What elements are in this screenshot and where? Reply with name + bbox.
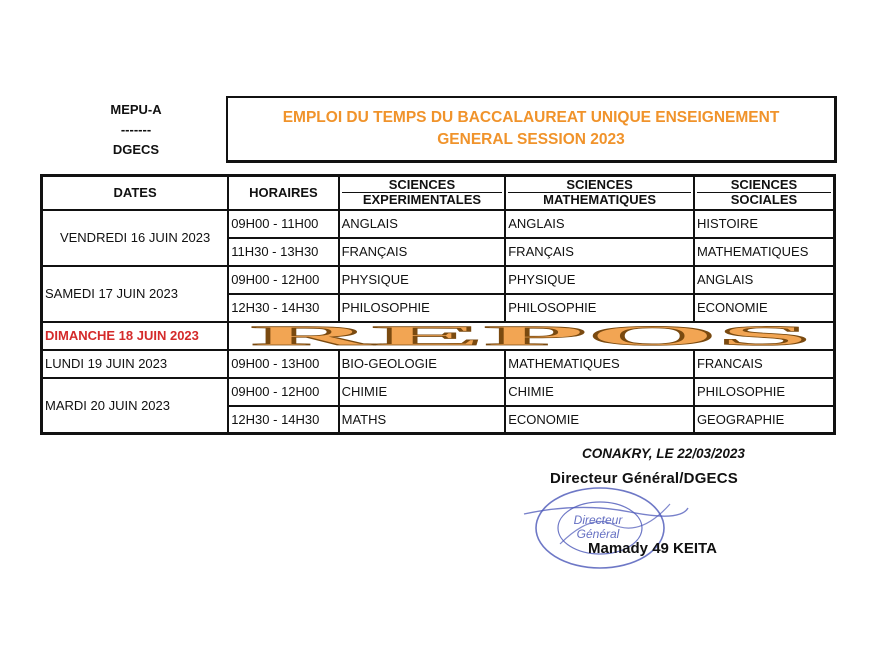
- schedule-table: [40, 174, 836, 435]
- subject-math: CHIMIE: [505, 378, 694, 406]
- date-cell: SAMEDI 17 JUIN 2023: [42, 266, 229, 322]
- time-cell: 11H30 - 13H30: [228, 238, 338, 266]
- subject-exp: PHILOSOPHIE: [339, 294, 506, 322]
- subject-soc: ANGLAIS: [694, 266, 835, 294]
- header-sciences-sociales: [694, 176, 835, 210]
- time-cell: 12H30 - 14H30: [228, 406, 338, 434]
- header-soc-line2: SOCIALES: [730, 192, 798, 208]
- subject-soc: FRANCAIS: [694, 350, 835, 378]
- org-line-dgecs: DGECS: [112, 142, 160, 157]
- header-sciences-experimentales: [339, 176, 506, 210]
- place-and-date: CONAKRY, LE 22/03/2023: [582, 446, 745, 461]
- subject-exp: MATHS: [339, 406, 506, 434]
- date-cell: LUNDI 19 JUIN 2023: [42, 350, 229, 378]
- signatory-title: Directeur Général/DGECS: [550, 470, 738, 487]
- header-dates: DATES: [42, 176, 229, 210]
- stamp-text-line1: Directeur: [573, 513, 623, 527]
- subject-math: PHYSIQUE: [505, 266, 694, 294]
- subject-exp: BIO-GEOLOGIE: [339, 350, 506, 378]
- header-soc-line1: SCIENCES: [697, 178, 831, 193]
- header-exp-line1: SCIENCES: [342, 178, 503, 193]
- time-cell: 09H00 - 11H00: [228, 210, 338, 238]
- subject-exp: CHIMIE: [339, 378, 506, 406]
- subject-math: FRANÇAIS: [505, 238, 694, 266]
- table-row: [42, 210, 835, 238]
- subject-math: ECONOMIE: [505, 406, 694, 434]
- time-cell: 09H00 - 12H00: [228, 266, 338, 294]
- organization-block: [96, 100, 176, 160]
- subject-exp: ANGLAIS: [339, 210, 506, 238]
- subject-exp: PHYSIQUE: [339, 266, 506, 294]
- header-exp-line2: EXPERIMENTALES: [362, 192, 482, 208]
- repos-text: REPOS: [251, 323, 812, 348]
- subject-math: MATHEMATIQUES: [505, 350, 694, 378]
- subject-soc: PHILOSOPHIE: [694, 378, 835, 406]
- time-cell: 09H00 - 12H00: [228, 378, 338, 406]
- header-horaires: HORAIRES: [228, 176, 338, 210]
- org-line-mepu: MEPU-A: [110, 102, 162, 117]
- header-sciences-mathematiques: [505, 176, 694, 210]
- table-header-row: [42, 176, 835, 210]
- subject-math: ANGLAIS: [505, 210, 694, 238]
- table-row: [42, 350, 835, 378]
- document-title: EMPLOI DU TEMPS DU BACCALAUREAT UNIQUE ENSEIGNEMENT GENERAL SESSION 2023: [282, 109, 780, 148]
- header-math-line2: MATHEMATIQUES: [543, 192, 657, 208]
- subject-math: PHILOSOPHIE: [505, 294, 694, 322]
- signatory-name: Mamady 49 KEITA: [588, 540, 717, 557]
- time-cell: 12H30 - 14H30: [228, 294, 338, 322]
- header-math-line1: SCIENCES: [508, 178, 691, 193]
- date-cell: VENDREDI 16 JUIN 2023: [42, 210, 229, 266]
- table-row: [42, 378, 835, 406]
- table-row: [42, 266, 835, 294]
- official-stamp: [520, 484, 690, 579]
- repos-banner: [228, 322, 834, 350]
- subject-exp: FRANÇAIS: [339, 238, 506, 266]
- stamp-text-line2: Général: [576, 527, 620, 541]
- title-box: [226, 96, 837, 163]
- org-separator: -------: [120, 122, 152, 137]
- subject-soc: GEOGRAPHIE: [694, 406, 835, 434]
- subject-soc: ECONOMIE: [694, 294, 835, 322]
- date-cell-rest-day: DIMANCHE 18 JUIN 2023: [42, 322, 229, 350]
- subject-soc: HISTOIRE: [694, 210, 835, 238]
- time-cell: 09H00 - 13H00: [228, 350, 338, 378]
- subject-soc: MATHEMATIQUES: [694, 238, 835, 266]
- table-row-repos: [42, 322, 835, 350]
- date-cell: MARDI 20 JUIN 2023: [42, 378, 229, 434]
